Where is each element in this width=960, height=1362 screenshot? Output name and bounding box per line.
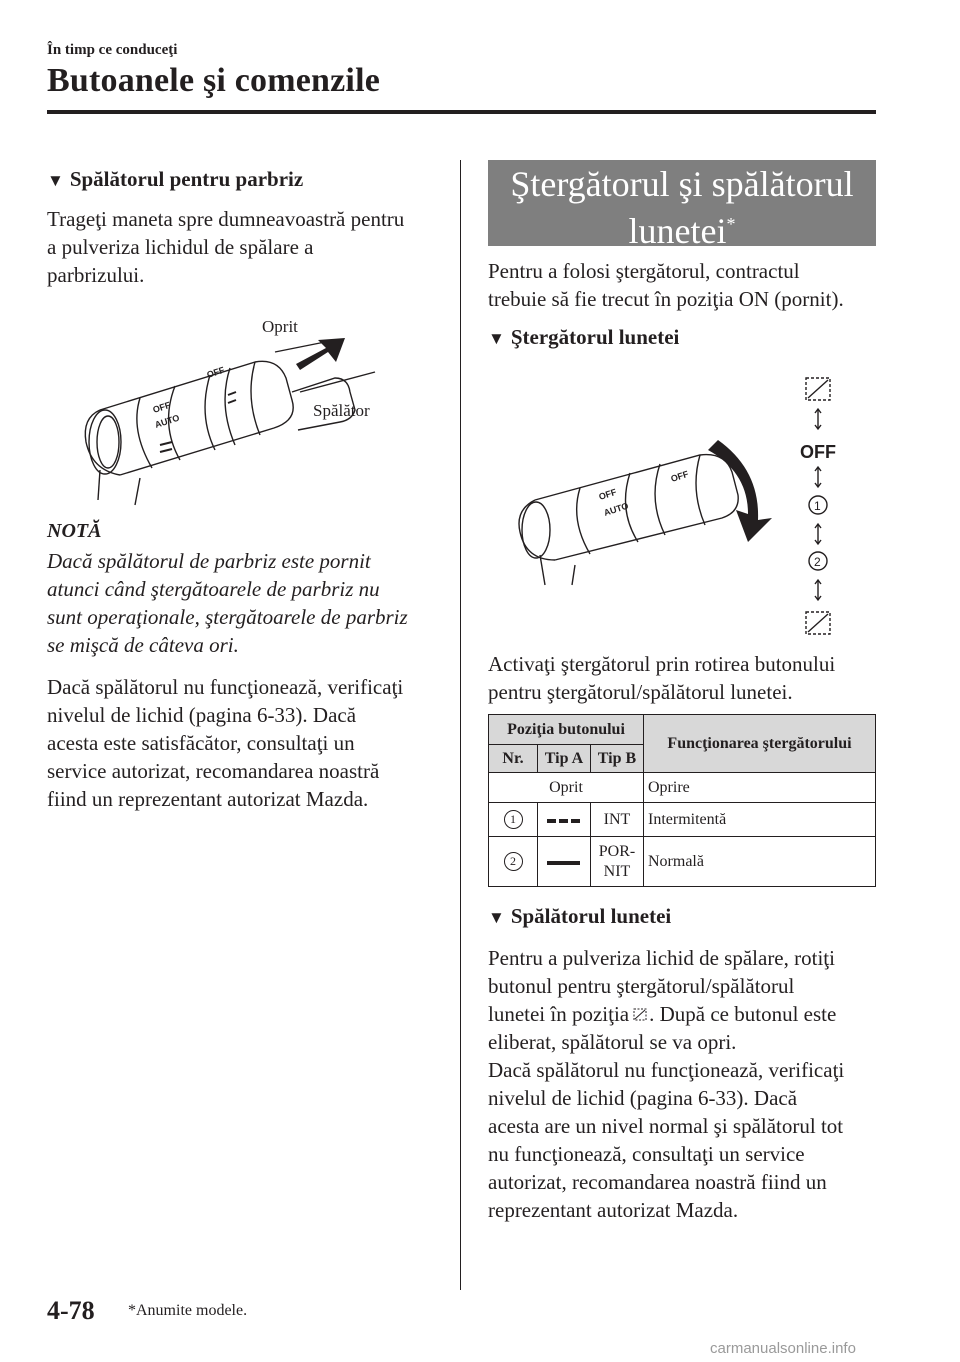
section-label: În timp ce conduceţi <box>47 42 178 58</box>
left-intro: Trageţi maneta spre dumneavoastră pentru a pulveriza lichidul de spălare a parbrizului. <box>47 207 405 287</box>
table-row: Oprit Oprire <box>489 773 876 803</box>
intermittent-dash-icon <box>538 803 591 837</box>
table-col-nr: Nr. <box>489 745 538 773</box>
table-row: 2 POR- NIT Normală <box>489 837 876 887</box>
note-title: NOTĂ <box>47 520 102 542</box>
seq-num-1: 1 <box>814 499 821 513</box>
right-intro: Pentru a folosi ştergătorul, contractul trebuie să fie trecut în poziţia ON (pornit). <box>488 259 844 311</box>
washer-icon <box>631 1005 649 1023</box>
label-oprit: Oprit <box>262 317 298 336</box>
lever-off-text-1: OFF <box>151 399 172 415</box>
header-rule <box>47 110 876 114</box>
triangle-bullet-icon: ▼ <box>488 908 505 927</box>
footnote: *Anumite modele. <box>128 1302 248 1319</box>
triangle-bullet-icon: ▼ <box>488 329 505 348</box>
heading-windshield-washer: ▼ Spălătorul pentru parbriz <box>47 167 304 191</box>
heading-rear-wiper: ▼ Ştergătorul lunetei <box>488 325 680 349</box>
table-col-tip-a: Tip A <box>538 745 591 773</box>
left-paragraph: Dacă spălătorul nu funcţionează, verificaţi nivelul de lichid (pagina 6-33). Dacă acesta este satisfăcător, consultaţi un service autorizat, recomandarea noastră fiind un reprezentant autorizat Mazda. <box>47 675 404 811</box>
label-spalator: Spălător <box>313 401 370 420</box>
table-header-position: Poziţia butonului <box>489 715 644 745</box>
rear-lever-auto-text: AUTO <box>602 500 630 518</box>
table-col-tip-b: Tip B <box>591 745 644 773</box>
page-title: Butoanele şi comenzile <box>47 62 381 99</box>
section-banner: Ştergătorul şi spălătorul lunetei* <box>488 160 876 246</box>
heading-rear-washer: ▼ Spălătorul lunetei <box>488 904 672 928</box>
watermark: carmanualsonline.info <box>710 1340 856 1357</box>
table-row: 1 INT Intermitentă <box>489 803 876 837</box>
circled-number: 1 <box>504 810 523 829</box>
wiper-function-table <box>488 714 876 887</box>
rear-wiper-figure <box>500 360 880 650</box>
page-number: 4-78 <box>47 1296 95 1325</box>
note-body: Dacă spălătorul de parbriz este pornit atunci când ştergătoarele de parbriz nu sunt operaţionale, ştergătoarele de parbriz se mişcă de câteva ori. <box>47 549 408 657</box>
continuous-bar-icon <box>538 837 591 887</box>
seq-num-2: 2 <box>814 555 821 569</box>
circled-number: 2 <box>504 852 523 871</box>
seq-off-text: OFF <box>800 442 836 462</box>
rear-lever-off-text-1: OFF <box>597 486 618 502</box>
column-divider <box>460 160 461 1290</box>
after-figure-text: Activaţi ştergătorul prin rotirea butonului pentru ştergătorul/spălătorul lunetei. <box>488 652 836 704</box>
lever-auto-text: AUTO <box>153 412 181 430</box>
rear-lever-off-text-2: OFF <box>669 468 690 484</box>
triangle-bullet-icon: ▼ <box>47 171 64 190</box>
lever-off-text-2: OFF <box>205 364 226 380</box>
table-header-function: Funcţionarea ştergătorului <box>644 715 876 773</box>
right-paragraph: Pentru a pulveriza lichid de spălare, rotiţi butonul pentru ştergătorul/spălătorul lunetei în poziţia . După ce butonul este eliberat, spălătorul se va opri. Dacă spălătorul nu funcţionează, verificaţi nivelul de lichid (pagina 6-33). Dacă acesta are un nivel normal şi spălătorul tot nu funcţionează, consultaţi un service autorizat, recomandarea noastră fiind un reprezentant autorizat Mazda. <box>488 946 845 1222</box>
